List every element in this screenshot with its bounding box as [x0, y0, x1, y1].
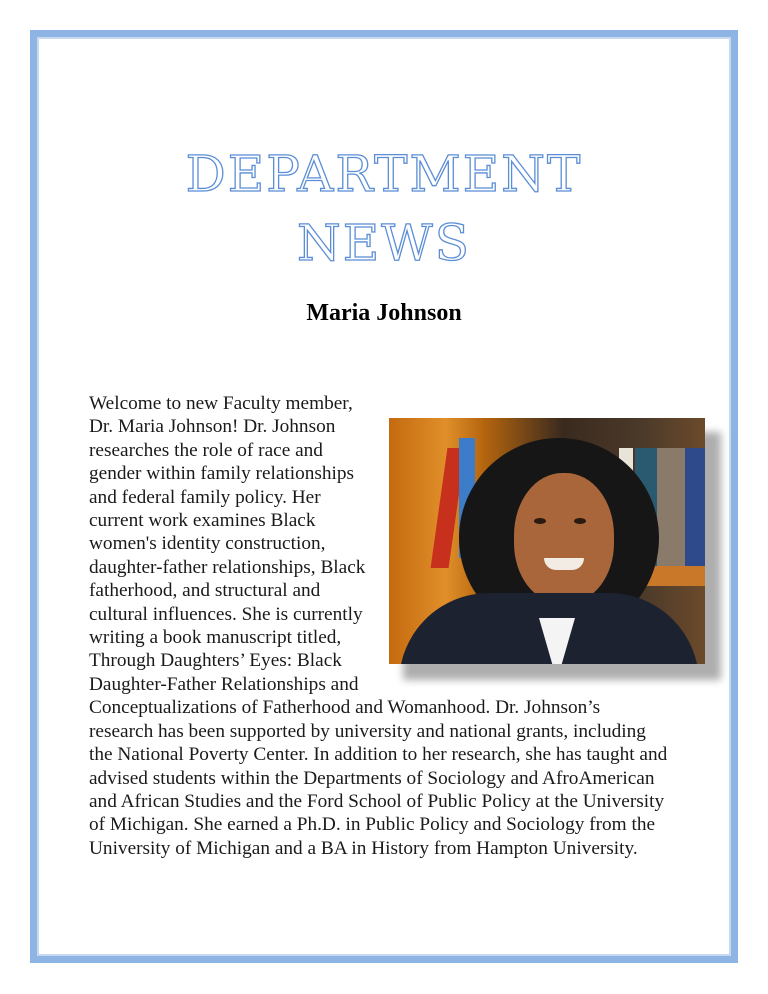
photo-image	[389, 418, 705, 664]
book	[685, 448, 705, 568]
eye	[574, 518, 586, 524]
article-heading: Maria Johnson	[306, 300, 462, 326]
title-news: NEWS	[297, 214, 471, 272]
face	[514, 473, 614, 603]
book	[657, 448, 685, 568]
faculty-photo	[389, 418, 709, 686]
title-department: DEPARTMENT	[185, 145, 583, 203]
eye	[534, 518, 546, 524]
article-body: Welcome to new Faculty member, Dr. Maria Johnson! Dr. Johnson researches the role of race and gender within family relationships and federal family policy. Her current work examines Black women's identity construction, daughter-father relationships, Black fatherhood, and structural and cultural influences. She is currently writing a book manuscript titled, Through Daughters’ Eyes: Black Daughter-Father Relationships and Conceptualizations of Fatherhood and Womanhood. Dr. Johnson’s research has been supported by university and national grants, including the National Poverty Center. In addition to her research, she has taught and advised students within the Departments of Sociology and AfroAmerican and African Studies and the Ford School of Public Policy at the University of Michigan. She earned a Ph.D. in Public Policy and Sociology from the University of Michigan and a BA in History from Hampton University.	[89, 393, 668, 859]
article-body-container	[89, 392, 669, 860]
smile	[544, 558, 584, 570]
